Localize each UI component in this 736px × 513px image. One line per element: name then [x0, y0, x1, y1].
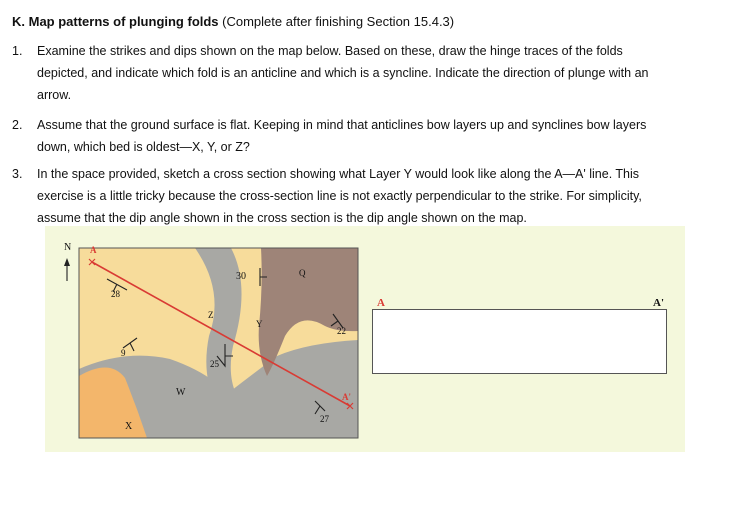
unit-label-w: W: [176, 387, 186, 398]
question-number: 1.: [12, 44, 23, 58]
heading-title: K. Map patterns of plunging folds: [12, 14, 219, 29]
cross-section-label-a-prime: A': [653, 297, 664, 309]
dip-value: 9: [121, 348, 126, 358]
question-number: 2.: [12, 118, 23, 132]
dip-value: 30: [236, 271, 246, 282]
question-line: Examine the strikes and dips shown on the map below. Based on these, draw the hinge traces of the folds: [37, 44, 623, 58]
question-number: 3.: [12, 167, 23, 181]
unit-label-x: X: [125, 421, 133, 432]
dip-value: 22: [337, 326, 346, 336]
heading-note: (Complete after finishing Section 15.4.3): [218, 14, 455, 29]
unit-label-y: Y: [256, 319, 263, 329]
cross-section-box[interactable]: [372, 309, 667, 374]
question-line: down, which bed is oldest—X, Y, or Z?: [37, 140, 250, 154]
dip-value: 27: [320, 414, 329, 424]
question-line: depicted, and indicate which fold is an anticline and which is a syncline. Indicate the direction of plunge with an: [37, 66, 649, 80]
map-point-a-prime: A': [342, 392, 351, 402]
map-point-a: A: [90, 245, 97, 255]
question-3: [12, 163, 712, 229]
question-1: [12, 40, 712, 106]
unit-label-q: Q: [299, 268, 306, 278]
dip-value: 25: [210, 359, 219, 369]
question-line: exercise is a little tricky because the cross-section line is not exactly perpendicular to the strike. For simplicity,: [37, 189, 642, 203]
question-line: assume that the dip angle shown in the cross section is the dip angle shown on the map.: [37, 211, 527, 225]
cross-section-label-a: A: [377, 297, 385, 309]
question-line: In the space provided, sketch a cross section showing what Layer Y would look like along the A—A' line. This: [37, 167, 640, 181]
question-line: arrow.: [37, 88, 72, 102]
dip-value: 28: [111, 289, 120, 299]
north-label: N: [64, 242, 72, 253]
question-line: Assume that the ground surface is flat. Keeping in mind that anticlines bow layers up and synclines bow layers: [37, 118, 647, 132]
exercise-heading: [12, 14, 454, 29]
unit-label-z: Z: [208, 310, 214, 320]
question-2: [12, 114, 712, 158]
